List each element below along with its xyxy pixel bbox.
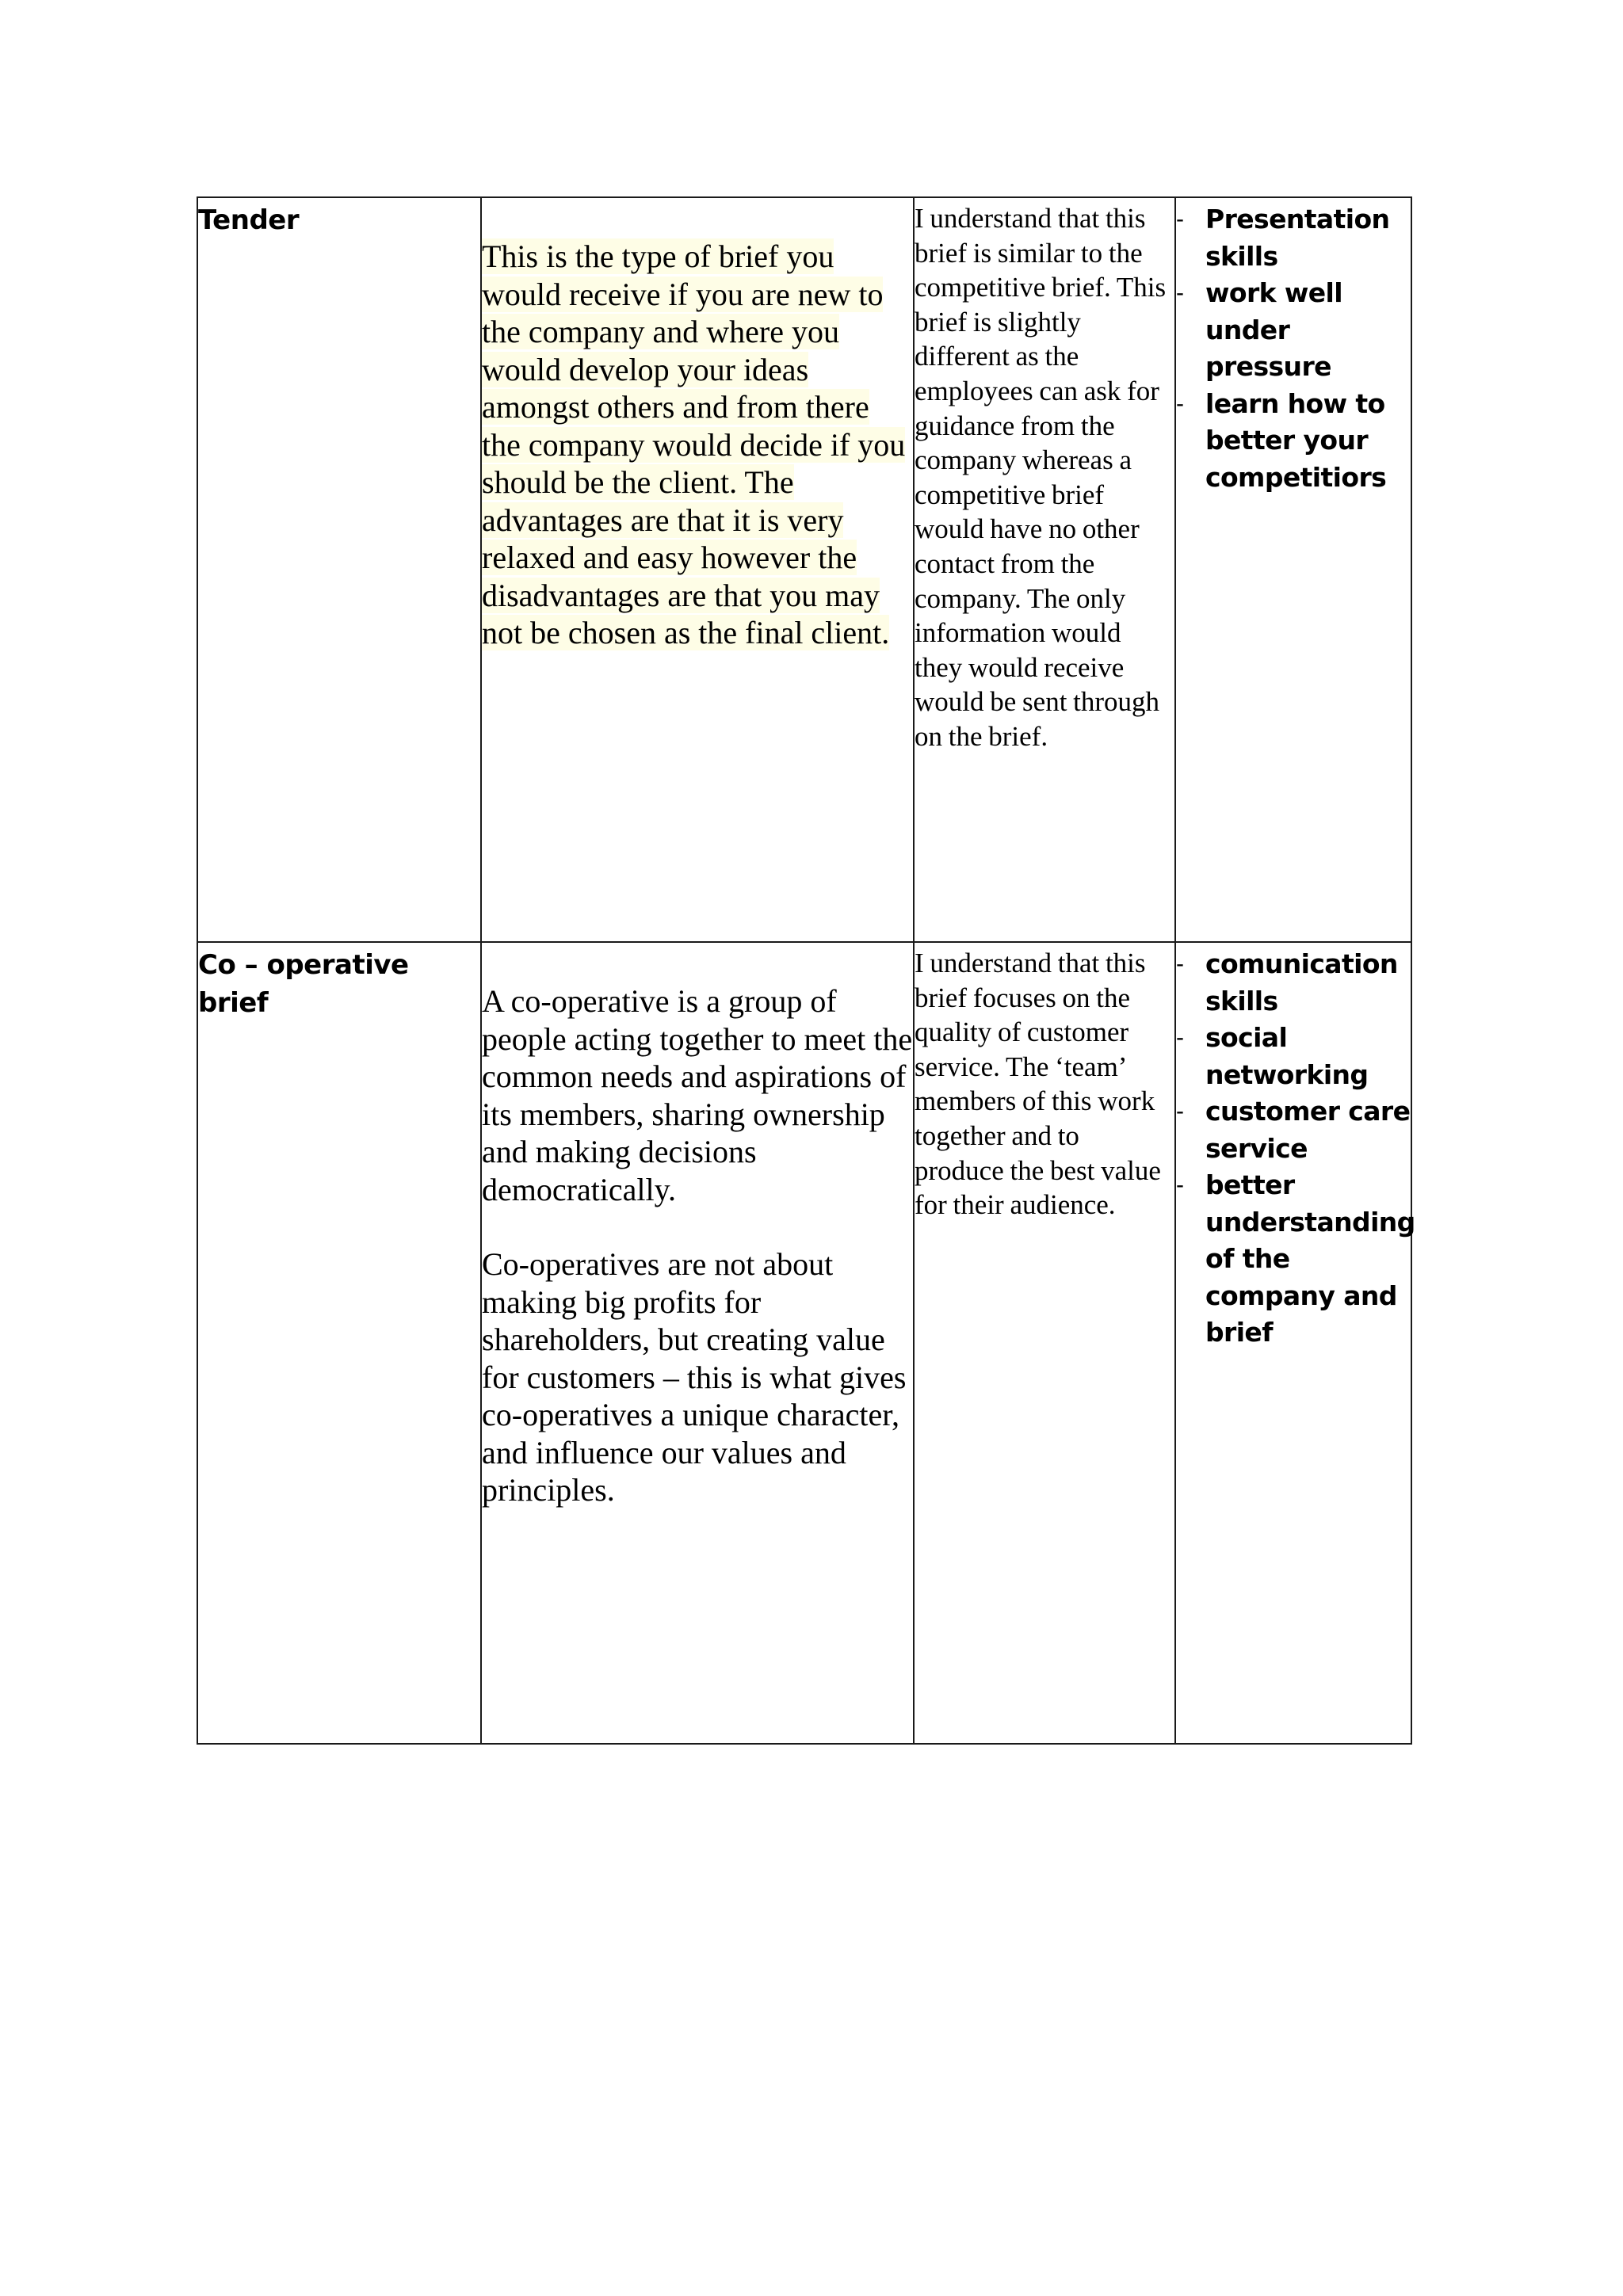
- skill-label: social networking: [1205, 1022, 1369, 1090]
- list-item: [1176, 1093, 1411, 1167]
- skill-label: comunication skills: [1205, 948, 1398, 1016]
- cell-understanding: [914, 942, 1175, 1744]
- skill-label: better understanding of the company and brief: [1205, 1169, 1415, 1348]
- cell-understanding: [914, 197, 1175, 942]
- brief-type-name: Tender: [198, 204, 300, 236]
- cell-brief-description: [481, 942, 914, 1744]
- cell-brief-type: [197, 197, 481, 942]
- brief-description: [482, 943, 913, 1509]
- cell-brief-description: [481, 197, 914, 942]
- skills-list: [1176, 943, 1415, 1352]
- bullet-dash: -: [1176, 1172, 1184, 1198]
- list-item: [1176, 275, 1411, 386]
- bullet-dash: -: [1176, 1024, 1184, 1051]
- skills-list: [1176, 198, 1411, 496]
- brief-types-table: [197, 196, 1415, 1745]
- cell-skills: [1175, 942, 1415, 1744]
- understanding-text: I understand that this brief is similar to the competitive brief. This brief is slightly different as the employees can ask for guidance from the company whereas a competitive brief would have no other contact from the company. The only information would they would receive would be sent through on the brief.: [915, 203, 1167, 752]
- list-item: [1176, 386, 1411, 497]
- brief-type-name: Co – operative brief: [198, 949, 409, 1019]
- understanding-text: I understand that this brief focuses on the quality of customer service. The ‘team’ members of this work together and to produce the best value for their audience.: [915, 948, 1161, 1221]
- list-item: [1176, 946, 1411, 1020]
- description-paragraph: Co-operatives are not about making big profits for shareholders, but creating value for customers – this is what gives co-operatives a unique character, and influence our values and principles.: [482, 1246, 907, 1508]
- description-paragraph: A co-operative is a group of people acting together to meet the common needs and aspirations of its members, sharing ownership and making decisions democratically.: [482, 983, 913, 1207]
- bullet-dash: -: [1176, 1098, 1184, 1124]
- bullet-dash: -: [1176, 951, 1184, 977]
- bullet-dash: -: [1176, 206, 1184, 232]
- list-item: [1176, 1167, 1415, 1352]
- brief-description: [482, 198, 913, 652]
- cell-brief-type: [197, 942, 481, 1744]
- description-paragraph: [482, 238, 913, 652]
- skill-label: Presentation skills: [1205, 204, 1390, 272]
- list-item: [1176, 201, 1411, 275]
- cell-skills: [1175, 197, 1411, 942]
- list-item: [1176, 1020, 1411, 1093]
- table-row-cooperative: [197, 942, 1411, 1744]
- table-row-tender: [197, 197, 1411, 942]
- skill-label: learn how to better your competitiors: [1205, 387, 1387, 493]
- highlighted-text: This is the type of brief you would receive if you are new to the company and where you would develop your ideas amongst others and from there the company would decide if you should be the client. The advantages are that it is very relaxed and easy however the disadvantages are that you may not be chosen as the final client.: [482, 238, 906, 650]
- skill-label: work well under pressure: [1205, 277, 1342, 382]
- skill-label: customer care service: [1205, 1096, 1411, 1164]
- bullet-dash: -: [1176, 390, 1184, 417]
- bullet-dash: -: [1176, 280, 1184, 306]
